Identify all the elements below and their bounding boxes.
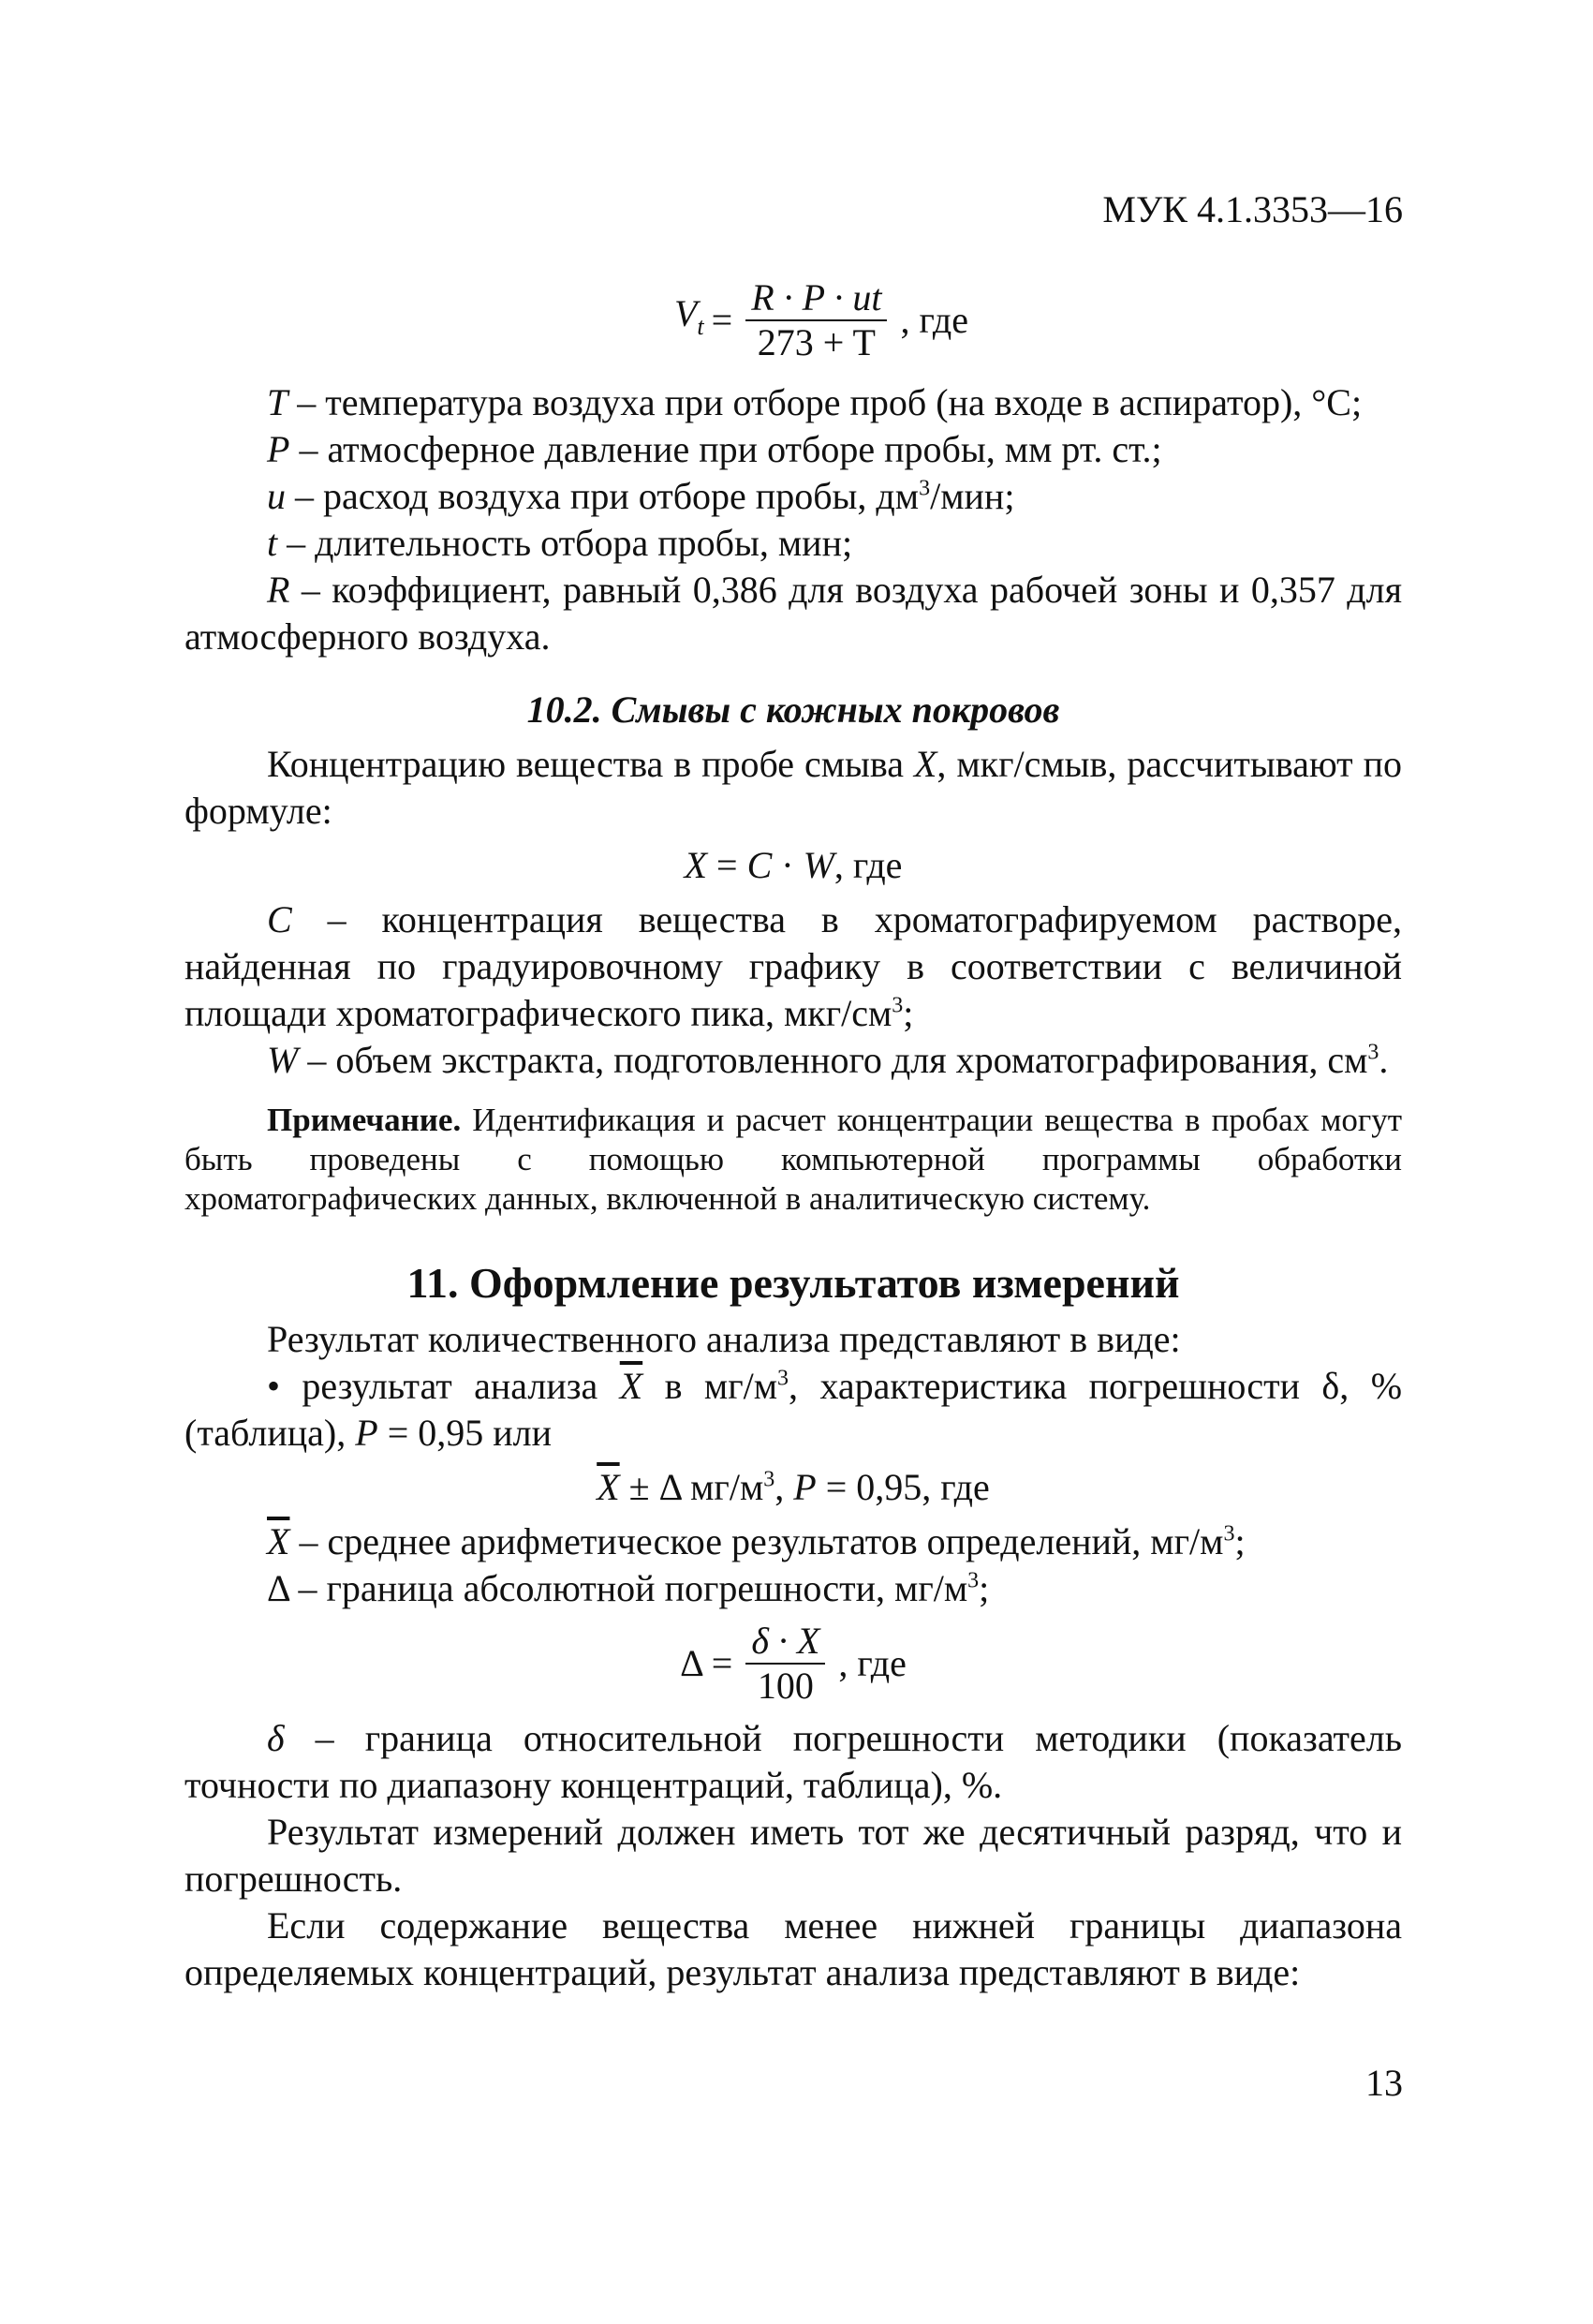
def-t: t – длительность отбора пробы, мин; [267,522,853,564]
page-number: 13 [1365,2062,1403,2104]
document-body [184,276,1402,1996]
formula-delta-fraction: $\frac{\delta \cdot X}{100}$ [745,1620,825,1708]
section-11-title: 11. Оформление результатов измерений [406,1259,1180,1307]
def-delta-rel: δ – граница относительной погрешности методики (показатель точности по диапазону концентраций, таблица), %. [184,1717,1402,1806]
formula-vt-lhs: V [673,292,698,334]
def-p: P – атмосферное давление при отборе пробы, мм рт. ст.; [267,428,1162,470]
section-11-bullet: • результат анализа $\overline{X}$ в $мг/м^3$, характеристика погрешности δ, % (таблица), P = 0,95 или [184,1365,1403,1454]
section-10-2-intro: Концентрацию вещества в пробе смыва X, мкг/смыв, рассчитывают по формуле: [184,743,1402,832]
document-header: МУК 4.1.3353—16 [1102,188,1403,230]
formula-result: $\overline{X} \pm \Delta$ $мг/м^3$, P = 0,95, где [597,1466,990,1508]
note [184,1101,1402,1219]
formula-vt [241,276,1402,364]
def-r: R – коэффициент, равный 0,386 для воздуха рабочей зоны и 0,357 для атмосферного воздуха. [184,569,1402,658]
section-10-2-title: 10.2. Смывы с кожных покровов [526,688,1060,731]
formula-x: X = C · W, где [684,844,903,886]
formula-vt-lhs-sub: t [697,313,704,340]
def-c: C – концентрация вещества в хроматографируемом растворе, найденная по градуировочному графику в соответствии с величиной площади хроматографического пика, мкг/$см^3$; [184,898,1402,1034]
def-w: W – объем экстракта, подготовленного для хроматографирования, $см^3$. [267,1039,1389,1081]
section-11-intro: Результат количественного анализа представляют в виде: [267,1318,1181,1360]
formula-vt-fraction [745,276,887,364]
note-label: Примечание. [267,1102,462,1138]
def-u: u – расход воздуха при отборе пробы, $дм^3$/мин; [267,475,1015,517]
def-xbar: $\overline{X}$ – среднее арифметическое результатов определений, $мг/м^3$; [267,1520,1246,1562]
para-1: Результат измерений должен иметь тот же десятичный разряд, что и погрешность. [184,1811,1402,1900]
formula-vt-numerator: R · P · ut [745,276,887,321]
def-delta: Δ – граница абсолютной погрешности, $мг/м^3$; [267,1567,990,1609]
formula-vt-suffix: , где [900,299,969,341]
formula-delta: Δ = $\frac{\delta \cdot X}{100}$ , где [680,1620,907,1707]
formula-vt-eq: = [711,299,733,341]
formula-vt-denominator: 273 + T [757,321,876,363]
def-t-upper: T – температура воздуха при отборе проб (на входе в аспиратор), °С; [267,381,1363,423]
note-text: Идентификация и расчет концентрации вещества в пробах могут быть проведены с помощью компьютерной программы обработки хроматографических данных, включенной в аналитическую систему. [184,1102,1402,1217]
para-2: Если содержание вещества менее нижней границы диапазона определяемых концентраций, результат анализа представляют в виде: [184,1904,1402,1993]
